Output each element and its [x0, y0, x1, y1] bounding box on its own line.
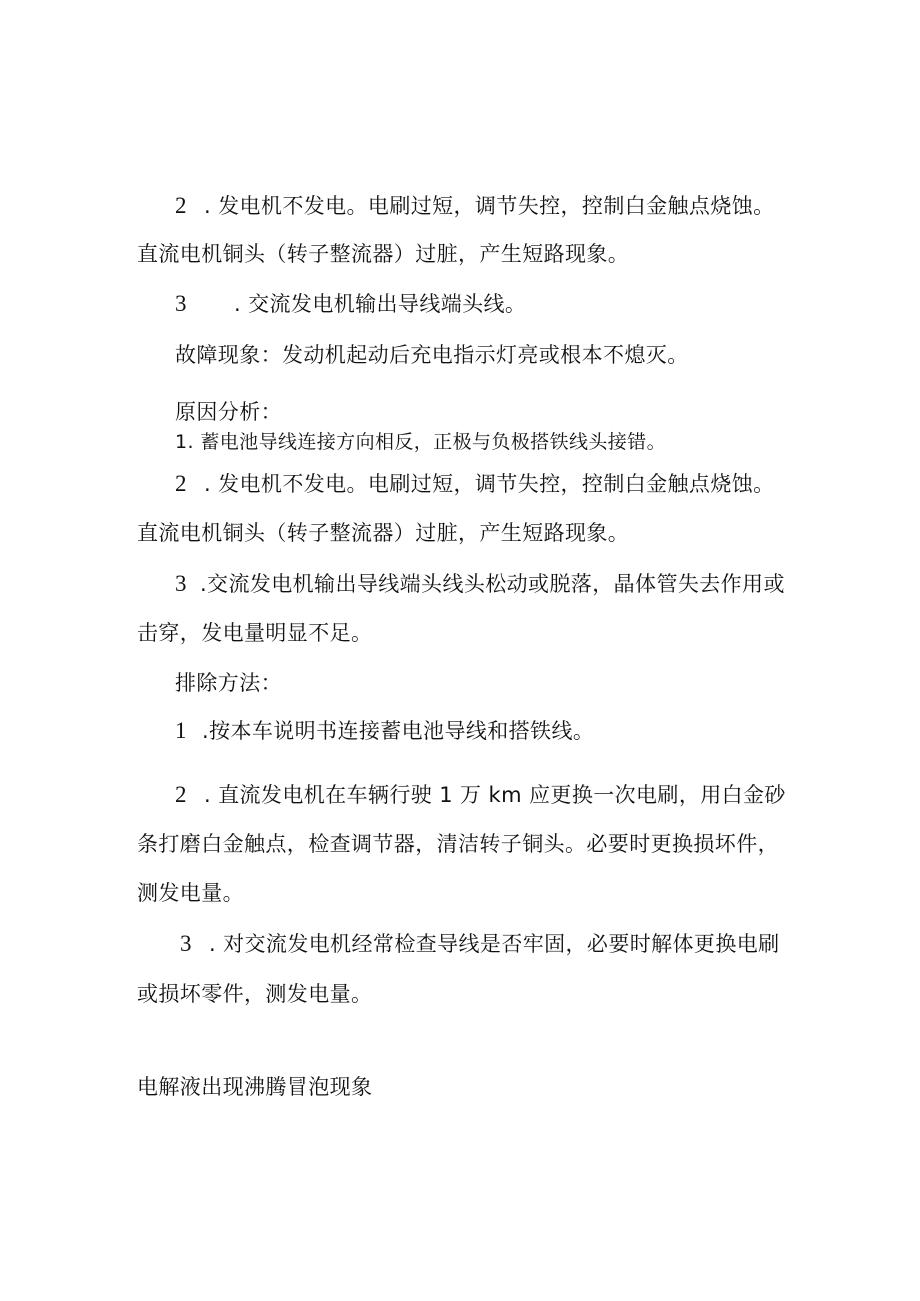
- cause-item-1: 1. 蓄电池导线连接方向相反，正极与负极搭铁线头接错。: [175, 431, 666, 453]
- fix-item-2-line-2: 条打磨白金触点，检查调节器，清洁转子铜头。必要时更换损坏件，: [137, 832, 779, 856]
- fix-item-3-line-2: 或损坏零件，测发电量。: [137, 982, 373, 1006]
- cause-item-2-line-2: 直流电机铜头（转子整流器）过脏，产生短路现象。: [137, 521, 630, 545]
- item-text: . 交流发电机输出导线端头线。: [233, 292, 527, 316]
- item-number: 2: [175, 471, 187, 496]
- cause-heading: 原因分析：: [175, 400, 282, 424]
- fix-item-2-line-3: 测发电量。: [137, 881, 244, 905]
- item-2-line-2: 直流电机铜头（转子整流器）过脏，产生短路现象。: [137, 242, 630, 266]
- item-number: 3: [175, 291, 187, 316]
- cause-item-3-line-1: [175, 570, 785, 598]
- item-text: .交流发电机输出导线端头线头松动或脱落，晶体管失去作用或: [199, 572, 785, 596]
- item-number: 3: [180, 931, 192, 956]
- item-text: . 直流发电机在车辆行驶 1 万 km 应更换一次电刷，用白金砂: [203, 783, 786, 807]
- fix-heading: 排除方法：: [175, 671, 282, 695]
- cause-item-2-line-1: [175, 470, 775, 498]
- item-3-line-1: [175, 290, 526, 318]
- fix-item-1: [175, 717, 594, 745]
- item-number: 2: [175, 782, 187, 807]
- item-text: . 发电机不发电。电刷过短，调节失控，控制白金触点烧蚀。: [203, 472, 775, 496]
- item-text: . 发电机不发电。电刷过短，调节失控，控制白金触点烧蚀。: [203, 194, 775, 218]
- item-2-line-1: [175, 192, 775, 220]
- item-number: 2: [175, 193, 187, 218]
- symptom-line: 故障现象：发动机起动后充电指示灯亮或根本不熄灭。: [175, 343, 689, 367]
- item-number: 1: [175, 718, 187, 743]
- next-section-heading: 电解液出现沸腾冒泡现象: [137, 1075, 373, 1099]
- item-text: . 对交流发电机经常检查导线是否牢固，必要时解体更换电刷: [208, 932, 780, 956]
- fix-item-3-line-1: [180, 930, 780, 958]
- item-text: .按本车说明书连接蓄电池导线和搭铁线。: [201, 719, 595, 743]
- cause-item-3-line-2: 击穿，发电量明显不足。: [137, 621, 373, 645]
- fix-item-2-line-1: [175, 781, 786, 809]
- item-number: 3: [175, 571, 187, 596]
